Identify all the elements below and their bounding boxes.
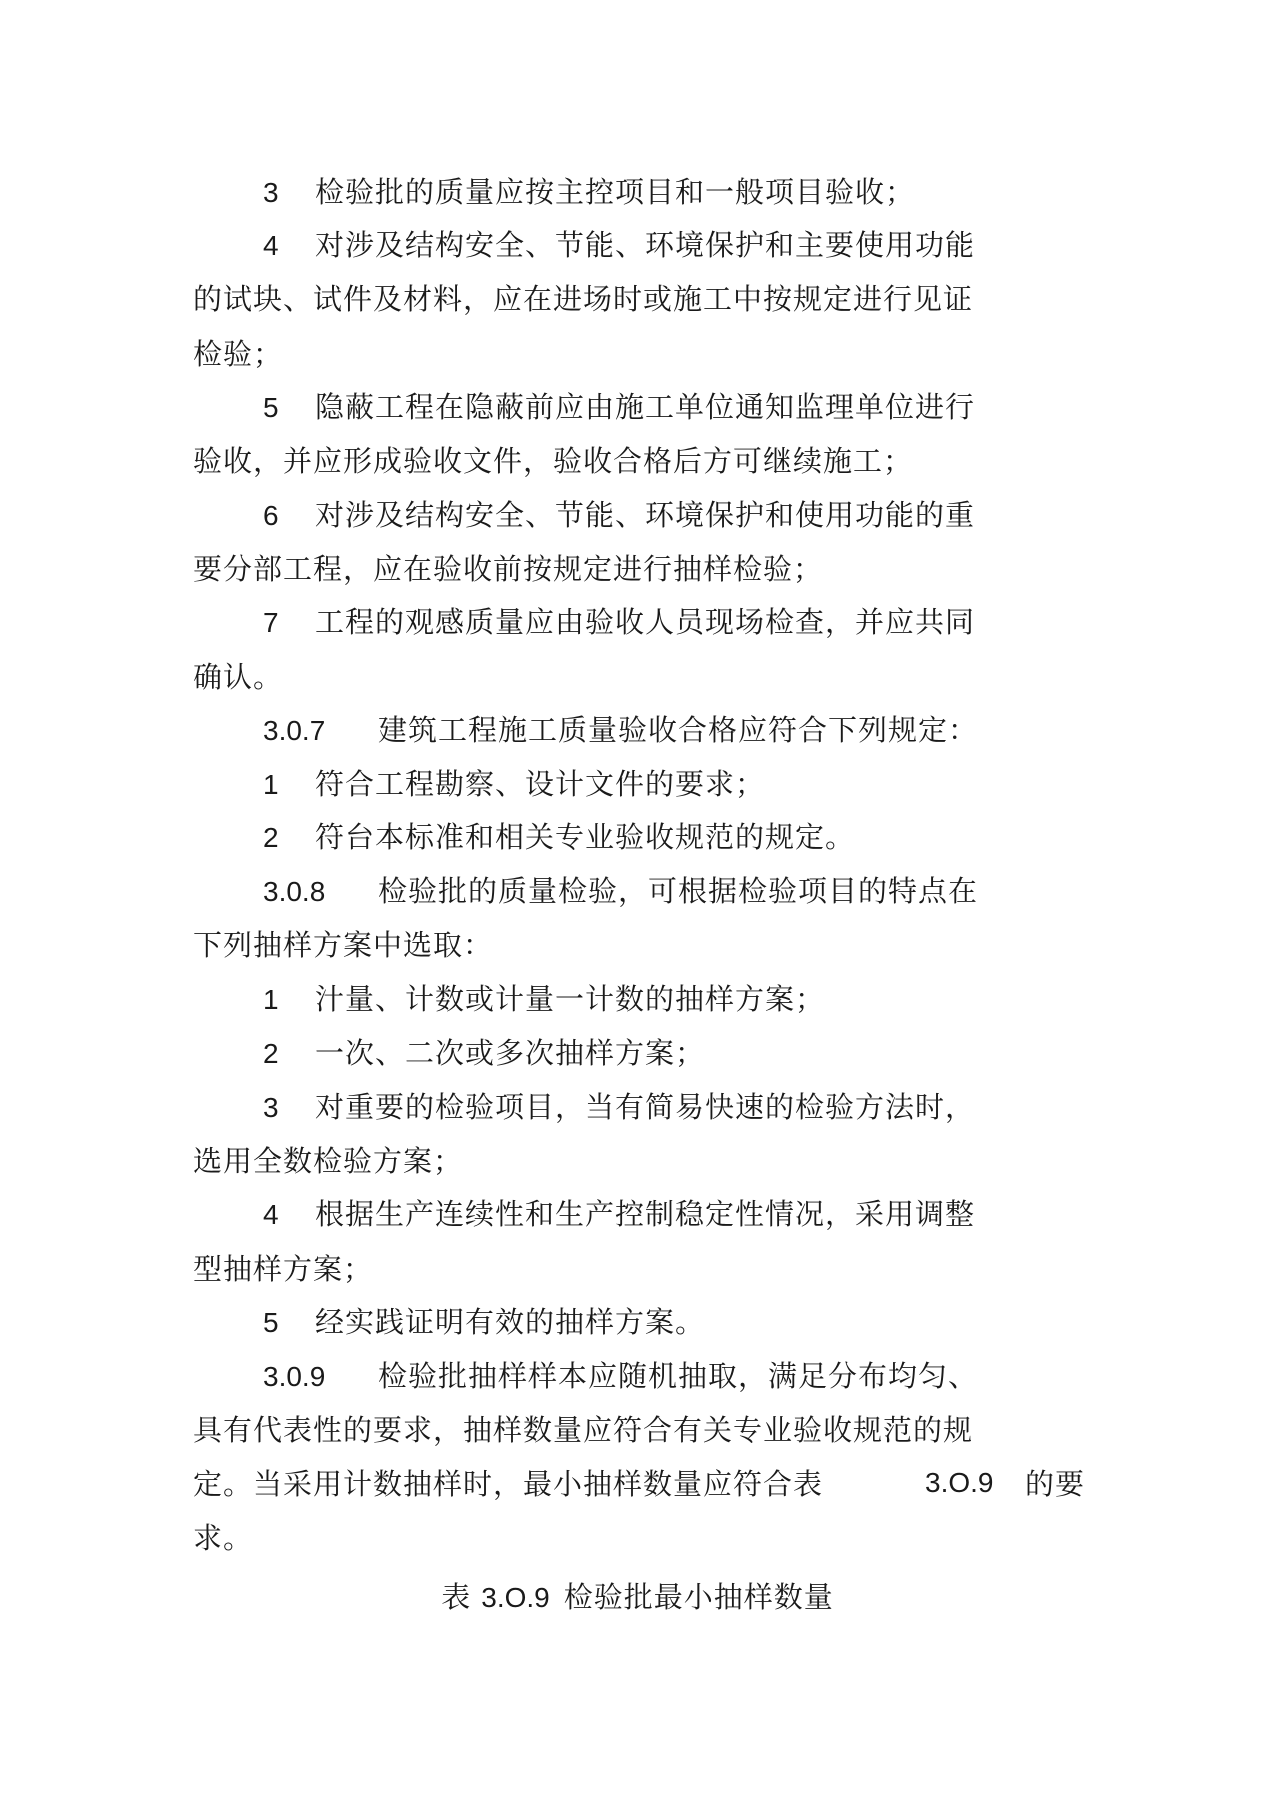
continuation-line: 下列抽样方案中选取： <box>193 928 494 962</box>
table-caption-text: 检验批最小抽样数量 <box>563 1580 834 1614</box>
item-text: 一次、二次或多次抽样方案； <box>315 1036 706 1070</box>
table-caption-prefix: 表 <box>441 1580 472 1614</box>
clause-number: 3.0.7 <box>263 715 326 746</box>
item-number: 1 <box>263 984 279 1015</box>
continuation-line: 验收，并应形成验收文件，验收合格后方可继续施工； <box>193 444 914 478</box>
clause <box>263 712 978 749</box>
continuation-line: 定。当采用计数抽样时，最小抽样数量应符合表 <box>193 1467 824 1501</box>
table-caption <box>0 1579 1275 1616</box>
list-item <box>263 1304 705 1341</box>
item-text: 工程的观感质量应由验收人员现场检查，并应共同 <box>315 605 976 639</box>
list-item <box>263 1035 705 1072</box>
list-item <box>263 604 975 641</box>
item-text: 经实践证明有效的抽样方案。 <box>315 1305 706 1339</box>
continuation-line: 具有代表性的要求，抽样数量应符合有关专业验收规范的规 <box>193 1413 974 1447</box>
item-number: 4 <box>263 1199 279 1230</box>
list-item <box>263 766 765 803</box>
list-item <box>263 1089 975 1126</box>
item-number: 2 <box>263 822 279 853</box>
item-number: 4 <box>263 230 279 261</box>
item-number: 6 <box>263 500 279 531</box>
continuation-line: 选用全数检验方案； <box>193 1144 464 1178</box>
list-item <box>263 227 975 264</box>
continuation-line-tail: 的要 <box>1025 1467 1086 1501</box>
table-reference-number: 3.O.9 <box>925 1467 994 1498</box>
continuation-line: 的试块、试件及材料，应在进场时或施工中按规定进行见证 <box>193 282 974 316</box>
table-caption-number: 3.O.9 <box>481 1582 550 1613</box>
clause-number: 3.0.9 <box>263 1361 326 1392</box>
item-number: 5 <box>263 1307 279 1338</box>
item-text: 对重要的检验项目，当有简易快速的检验方法时， <box>315 1090 976 1124</box>
item-number: 3 <box>263 1092 279 1123</box>
item-number: 7 <box>263 607 279 638</box>
clause <box>263 873 978 910</box>
item-number: 3 <box>263 177 279 208</box>
continuation-line: 检验； <box>193 337 284 371</box>
continuation-line: 型抽样方案； <box>193 1252 374 1286</box>
clause <box>263 1358 978 1395</box>
item-text: 符合工程勘察、设计文件的要求； <box>315 767 766 801</box>
item-number: 5 <box>263 392 279 423</box>
list-item <box>263 389 975 426</box>
list-item <box>263 174 915 211</box>
item-text: 检验批的质量应按主控项目和一般项目验收； <box>315 175 916 209</box>
clause-text: 检验批抽样样本应随机抽取，满足分布均匀、 <box>378 1359 979 1393</box>
item-text: 对涉及结构安全、节能、环境保护和主要使用功能 <box>315 228 976 262</box>
list-item <box>263 1196 975 1233</box>
list-item <box>263 981 825 1018</box>
item-text: 隐蔽工程在隐蔽前应由施工单位通知监理单位进行 <box>315 390 976 424</box>
item-number: 1 <box>263 769 279 800</box>
clause-number: 3.0.8 <box>263 876 326 907</box>
item-text: 根据生产连续性和生产控制稳定性情况，采用调整 <box>315 1197 976 1231</box>
continuation-line: 求。 <box>193 1521 254 1555</box>
continuation-line: 要分部工程，应在验收前按规定进行抽样检验； <box>193 552 824 586</box>
list-item <box>263 497 975 534</box>
list-item <box>263 819 855 856</box>
item-number: 2 <box>263 1038 279 1069</box>
clause-text: 建筑工程施工质量验收合格应符合下列规定： <box>378 713 979 747</box>
item-text: 符台本标准和相关专业验收规范的规定。 <box>315 820 856 854</box>
continuation-line: 确认。 <box>193 660 284 694</box>
clause-text: 检验批的质量检验，可根据检验项目的特点在 <box>378 874 979 908</box>
item-text: 汁量、计数或计量一计数的抽样方案； <box>315 982 826 1016</box>
item-text: 对涉及结构安全、节能、环境保护和使用功能的重 <box>315 498 976 532</box>
